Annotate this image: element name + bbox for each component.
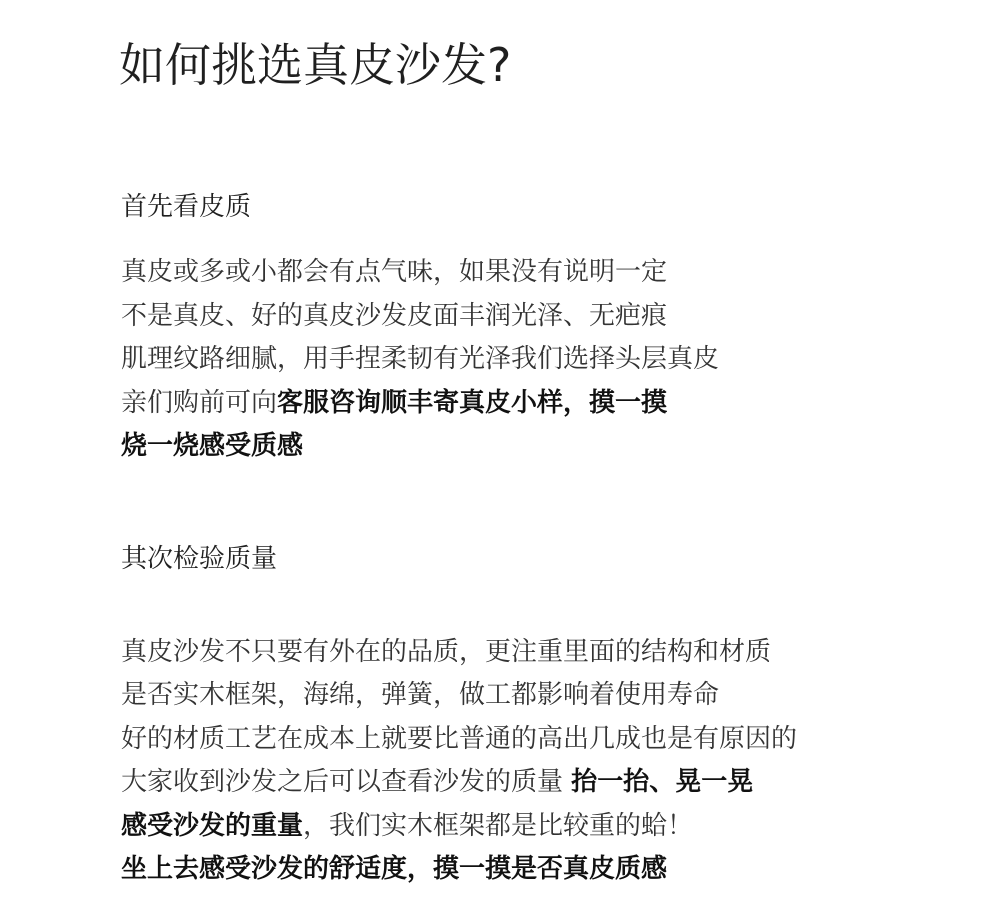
- highlight-line: 坐上去感受沙发的舒适度，摸一摸是否真皮质感: [121, 854, 668, 885]
- highlight-line: 烧一烧感受质感: [121, 431, 304, 461]
- paragraph-line: [121, 805, 797, 848]
- paragraph-line: 是否实木框架，海绵，弹簧，做工都影响着使用寿命: [121, 680, 720, 711]
- paragraph-text: ，我们实木框架都是比较重的蛤！: [303, 810, 694, 841]
- highlight-text: 抬一抬、晃一晃: [571, 767, 754, 798]
- paragraph-line: [121, 761, 797, 804]
- paragraph-line: 好的材质工艺在成本上就要比普通的高出几成也是有原因的: [121, 723, 798, 754]
- highlight-text: 客服咨询顺丰寄真皮小样，摸一摸: [277, 387, 668, 418]
- section-paragraph-leather: [121, 251, 719, 469]
- section-heading-leather: 首先看皮质: [121, 192, 252, 222]
- paragraph-text: 亲们购前可向: [121, 387, 278, 418]
- section-heading-quality: 其次检验质量: [121, 544, 278, 574]
- section-paragraph-quality: [121, 631, 797, 891]
- paragraph-line: 真皮或多或小都会有点气味，如果没有说明一定: [121, 257, 668, 287]
- paragraph-line: 真皮沙发不只要有外在的品质，更注重里面的结构和材质: [121, 637, 772, 667]
- paragraph-line: [121, 382, 719, 426]
- page-title: 如何挑选真皮沙发?: [119, 38, 512, 92]
- paragraph-line: 不是真皮、好的真皮沙发皮面丰润光泽、无疤痕: [121, 300, 668, 331]
- highlight-text: 感受沙发的重量: [121, 810, 304, 841]
- paragraph-text: 大家收到沙发之后可以查看沙发的质量: [121, 767, 572, 798]
- paragraph-line: 肌理纹路细腻，用手捏柔韧有光泽我们选择头层真皮: [121, 344, 720, 374]
